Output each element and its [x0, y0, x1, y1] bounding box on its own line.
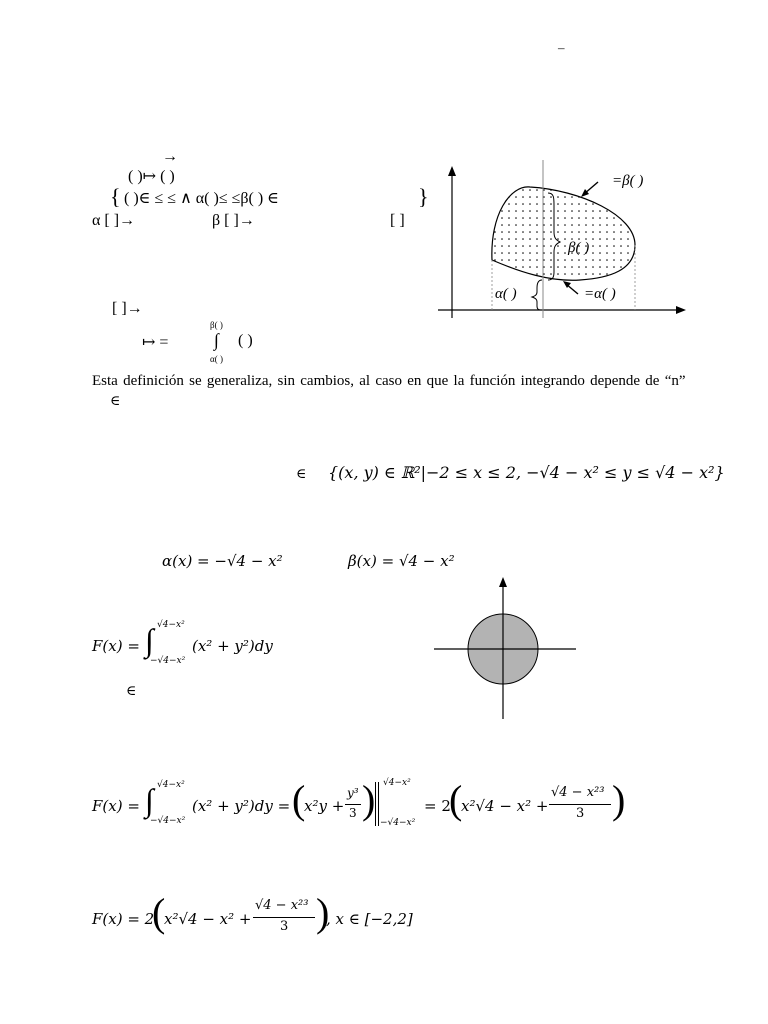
eq2-big-paren-open: ( [449, 777, 463, 822]
eq2-equals-two: = 2 [424, 797, 451, 815]
eq3-domain: , x ∈ [−2,2] [326, 910, 413, 928]
eq3-paren-close: ) [316, 890, 330, 935]
region-figure [430, 160, 690, 325]
def-interval-row: [ ] [390, 212, 405, 229]
generalize-paragraph: Esta definición se generaliza, sin cambios, al caso en que la función integrando depende de “n” [92, 373, 686, 389]
def-map-3: ↦ = [142, 334, 169, 351]
eq1-lhs: F(x) = [92, 637, 140, 655]
eq3-lhs: F(x) = 2 [92, 910, 155, 928]
element-of-1: ∈ [110, 394, 121, 409]
fig-beta-brace-label: β( ) [568, 240, 590, 256]
def-map-2: [ ]→ [112, 300, 143, 317]
alpha-brace [532, 280, 542, 310]
eq2-frac2-den: 3 [576, 806, 585, 821]
fig-beta-label: =β( ) [612, 173, 644, 189]
element-of-2: ∈ [296, 467, 307, 482]
def-integral-sign: ∫ [214, 330, 219, 350]
eq3-frac-den: 3 [280, 919, 289, 934]
def-integral-body: ( ) [238, 332, 253, 349]
eq3-frac-bar [253, 917, 315, 918]
eq2-antiderivative: x²y + [304, 797, 345, 815]
y-axis-arrow [448, 166, 456, 176]
def-arrow: → [162, 148, 178, 165]
eq2-paren-close: ) [362, 777, 376, 822]
eq1-integral-sign: ∫ [145, 622, 154, 658]
eq1-upper-limit: √4−x² [157, 620, 185, 630]
x-axis-arrow [676, 306, 686, 314]
fig-alpha-right-label: =α( ) [584, 286, 616, 302]
eq3-paren-open: ( [152, 890, 166, 935]
eq2-frac-num: y³ [347, 786, 359, 800]
eq2-eval-upper: √4−x² [383, 778, 411, 788]
region-set: {(x, y) ∈ ℝ²|−2 ≤ x ≤ 2, −√4 − x² ≤ y ≤ √4 − x²} [328, 463, 725, 482]
def-beta-row: β [ ]→ [212, 212, 255, 229]
shaded-region [492, 187, 635, 280]
fig-alpha-left-label: α( ) [495, 286, 517, 302]
def-integral-upper: β( ) [210, 320, 223, 330]
eq2-frac2-bar [549, 804, 611, 805]
eq3-term: x²√4 − x² + [164, 910, 252, 928]
eq2-big-paren-close: ) [612, 777, 626, 822]
eq2-lower-limit: −√4−x² [150, 816, 186, 826]
eq1-integrand: (x² + y²)dy [192, 637, 273, 655]
def-map-1: ( )↦ ( ) [128, 168, 175, 185]
def-set-body: ( )∈ ≤ ≤ ∧ α( )≤ ≤β( ) ∈ [124, 190, 280, 207]
header-dash: – [558, 40, 565, 55]
def-set-close: } [418, 184, 429, 209]
eq2-upper-limit: √4−x² [157, 780, 185, 790]
alpha-definition: α(x) = −√4 − x² [162, 552, 283, 570]
eq2-lhs: F(x) = [92, 797, 140, 815]
eq2-integrand: (x² + y²)dy = [192, 797, 291, 815]
def-set-open: { [110, 184, 121, 209]
eq2-eval-bar [375, 782, 376, 826]
eq2-integral-sign: ∫ [145, 782, 154, 818]
eq3-frac-num: √4 − x²³ [255, 898, 309, 913]
disk-y-arrow [499, 577, 507, 587]
eq2-frac-bar [345, 804, 361, 805]
eq1-lower-limit: −√4−x² [150, 656, 186, 666]
beta-definition: β(x) = √4 − x² [348, 552, 455, 570]
disk-figure [430, 575, 580, 723]
eq2-frac2-num: √4 − x²³ [551, 785, 605, 800]
element-of-3: ∈ [126, 684, 137, 699]
eq2-eval-bar-2 [378, 782, 379, 826]
eq2-eval-lower: −√4−x² [380, 818, 416, 828]
eq2-frac-den: 3 [349, 806, 357, 820]
eq2-term: x²√4 − x² + [461, 797, 549, 815]
def-alpha-row: α [ ]→ [92, 212, 136, 229]
eq2-paren-open: ( [292, 777, 306, 822]
def-integral-lower: α( ) [210, 354, 223, 364]
